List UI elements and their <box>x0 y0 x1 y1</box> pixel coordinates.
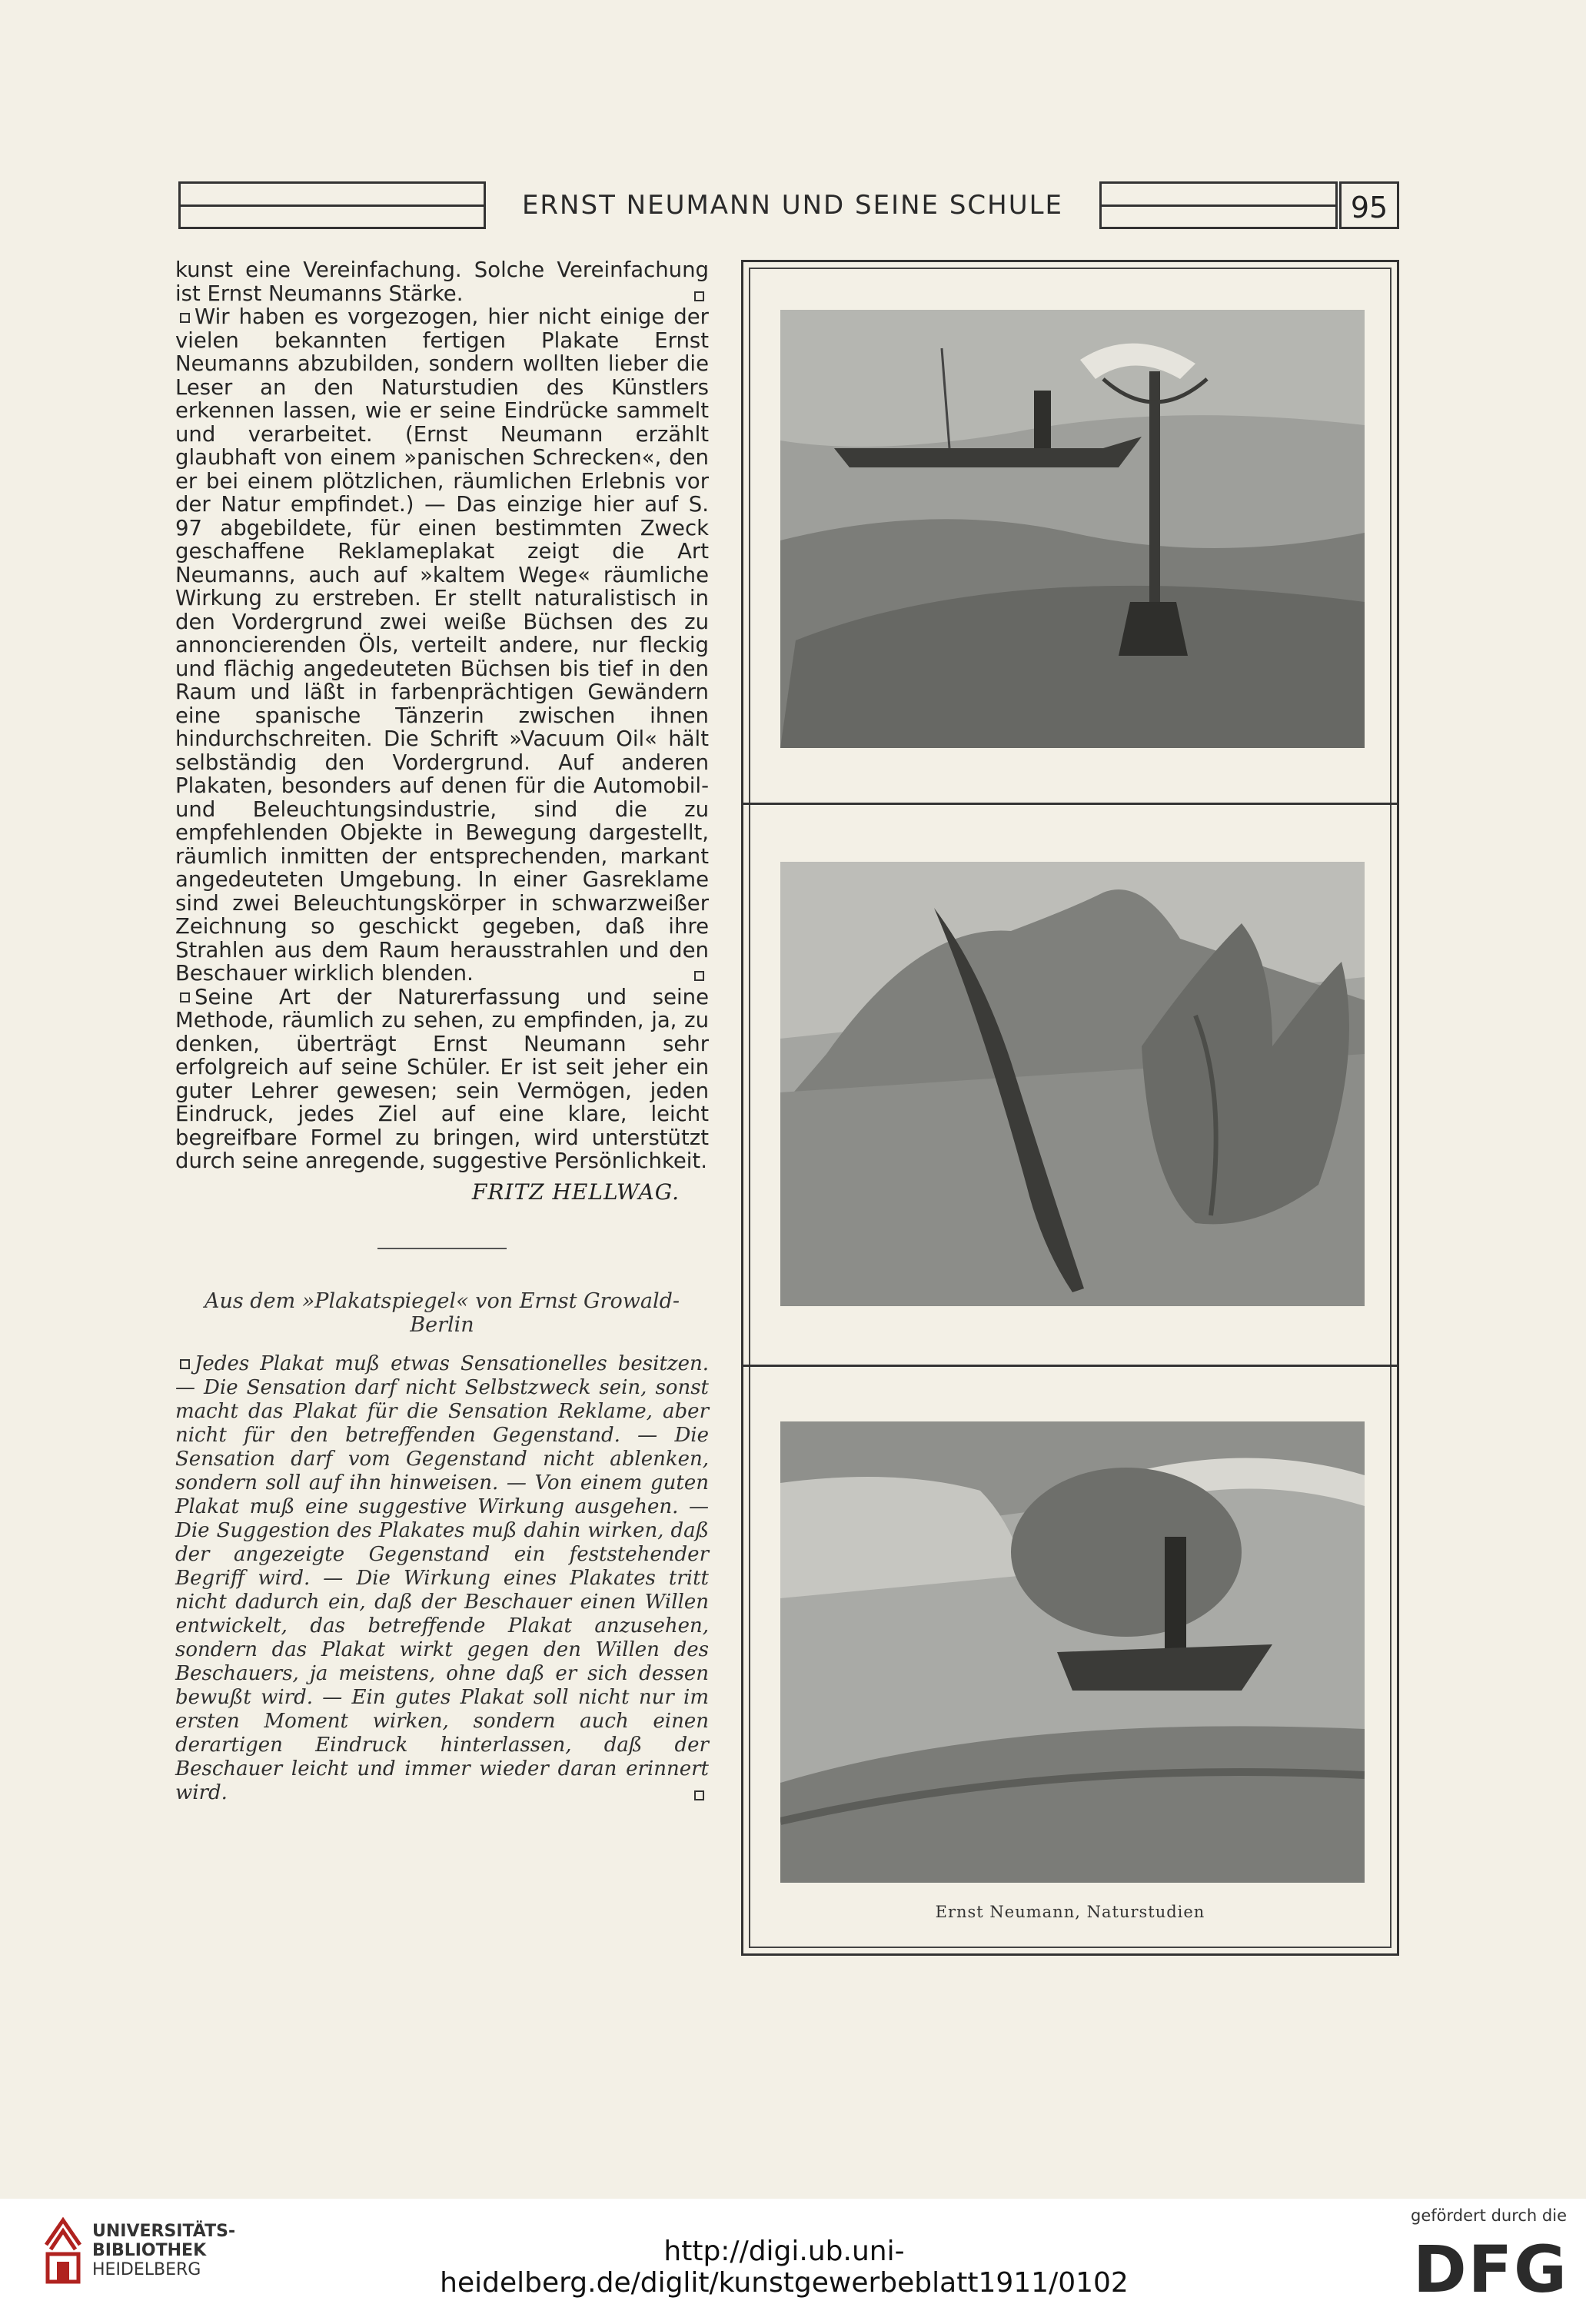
figure-separator <box>743 803 1397 805</box>
figure-separator <box>743 1365 1397 1367</box>
university-library-logo-icon <box>40 2214 86 2288</box>
quote-heading: Aus dem »Plakatspiegel« von Ernst Growald-Berlin <box>204 1288 680 1337</box>
figure-caption: Ernst Neumann, Naturstudien <box>935 1903 1205 1921</box>
body-column <box>175 258 709 1805</box>
body-paragraph-3: Seine Art der Naturerfassung und seine Methode, räumlich zu sehen, zu empfinden, ja, zu denken, überträgt Ernst Neumann sehr erfolgreich auf seine Schüler. Er ist seit jeher ein guter Lehrer gewesen; sein Vermögen, jeden Eindruck, jedes Ziel auf eine klare, leicht begreifbare Formel zu bringen, wird unterstützt durch seine anregende, suggestive Persönlichkeit. <box>175 984 709 1173</box>
quote-text: Jedes Plakat muß etwas Sensationelles besitzen. — Die Sensation darf nicht Selbstzweck sein, sonst macht das Plakat für die Sensation Reklame, aber nicht für den betreffenden Gegenstand. — Die Sensation darf vom Gegenstand nicht ablenken, sondern soll auf ihn hinweisen. — Von einem guten Plakat muß eine suggestive Wirkung ausgehen. — Die Suggestion des Plakates muß dahin wirken, daß der angezeigte Gegenstand ein feststehender Begriff wird. — Die Wirkung eines Plakates tritt nicht dadurch ein, daß der Beschauer einen Willen entwickelt, das betreffende Plakat anzusehen, sondern das Plakat wirkt gegen den Willen des Beschauers, ja meistens, ohne daß er sich dessen bewußt wird. — Ein gutes Plakat soll nicht nur im ersten Moment wirken, sondern auch einen derartigen Eindruck hinterlassen, daß der Beschauer leicht und immer wieder daran erinnert wird. <box>175 1352 709 1804</box>
header-rule-right <box>1099 181 1338 229</box>
steamship-lamp-study-image <box>780 310 1365 748</box>
figure-frame <box>741 260 1399 1956</box>
page-number: 95 <box>1339 181 1399 229</box>
divider <box>377 1248 507 1249</box>
section-mark-icon <box>694 971 704 981</box>
body-paragraph-1: kunst eine Vereinfachung. Solche Vereinfachung ist Ernst Neumanns Stärke. <box>175 258 709 306</box>
mountain-lake-leaf-study-image <box>780 862 1365 1306</box>
header-title: ERNST NEUMANN UND SEINE SCHULE <box>521 190 1064 221</box>
running-header <box>178 181 1399 231</box>
section-mark-icon <box>180 992 190 1002</box>
section-mark-icon <box>694 1790 704 1800</box>
library-name: UNIVERSITÄTS- BIBLIOTHEK HEIDELBERG <box>92 2222 236 2279</box>
body-paragraph-2: Wir haben es vorgezogen, hier nicht einige der vielen bekannten fertigen Plakate Ernst Neumanns abzubilden, sondern wollten lieber die Leser an den Naturstudien des Künstlers erkennen lassen, wie er seine Eindrücke sammelt und verarbeitet. (Ernst Neumann erzählt glaubhaft von einem »panischen Schrecken«, den er bei einem plötzlichen, räumlichen Erlebnis vor der Natur empfindet.) — Das einzige hier auf S. 97 abgebildete, für einen bestimmten Zweck geschaffene Reklameplakat zeigt die Art Neumanns, auch auf »kaltem Wege« räumliche Wirkung zu erstreben. Er stellt naturalistisch in den Vordergrund zwei weiße Büchsen des zu annoncierenden Öls, verteilt andere, nur fleckig und flächig angedeuteten Büchsen bis tief in den Raum und läßt in farbenprächtigen Gewändern eine spanische Tänzerin zwischen ihnen hindurchschreiten. Die Schrift »Vacuum Oil« hält selbständig den Vordergrund. Auf anderen Plakaten, besonders auf denen für die Automobil- und Beleuchtungsindustrie, sind die zu empfehlenden Objekte in Bewegung dargestellt, räumlich inmitten der entsprechenden, markant angedeuteten Umgebung. In einer Gasreklame sind zwei Beleuchtungskörper in schwarzweißer Zeichnung so geschickt gegeben, daß ihre Strahlen aus dem Raum herausstrahlen und den Beschauer wirklich blenden. <box>175 304 709 986</box>
source-url-link[interactable]: http://digi.ub.uni-heidelberg.de/diglit/kunstgewerbeblatt1911/0102 <box>440 2236 1129 2299</box>
author-signature: FRITZ HELLWAG. <box>471 1179 680 1205</box>
dfg-logo: DFG <box>1412 2232 1568 2307</box>
section-mark-icon <box>180 313 190 323</box>
funded-by-label: gefördert durch die <box>1411 2206 1567 2225</box>
bridge-tugboat-study-image <box>780 1421 1365 1883</box>
section-mark-icon <box>694 291 704 301</box>
header-rule-left <box>178 181 486 229</box>
section-mark-icon <box>180 1359 190 1369</box>
